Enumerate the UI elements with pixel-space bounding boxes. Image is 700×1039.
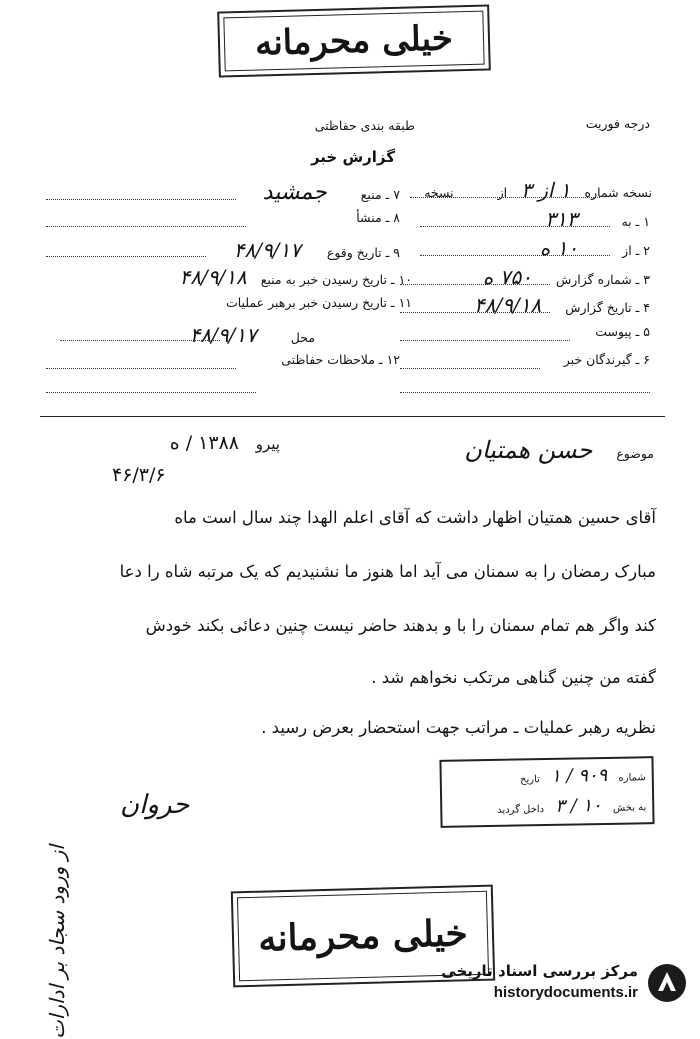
- registration-section-value: ۱۰ / ۳: [555, 795, 602, 817]
- to-field: [545, 207, 650, 231]
- registration-number-row: [520, 764, 646, 787]
- bottom-stamp-text: خیلی محرمانه: [257, 912, 469, 960]
- report-number-dots: [400, 284, 550, 285]
- section-divider: [40, 416, 665, 417]
- security-notes-label: ۱۲ ـ ملاحظات حفاظتی: [281, 352, 400, 367]
- received-ops-value: ۴۸/۹/۱۷: [189, 323, 257, 347]
- margin-note: از ورود سجاد بر ادارات: [44, 845, 69, 1039]
- from-label: ۲ ـ از: [622, 243, 650, 258]
- reference-label: پیرو: [255, 435, 280, 453]
- received-source-label: ۱۰ ـ تاریخ رسیدن خبر به منبع: [260, 272, 412, 287]
- security-notes-dots: [46, 368, 236, 369]
- top-stamp-text: خیلی محرمانه: [254, 18, 454, 64]
- received-ops-dots: [60, 340, 220, 341]
- copy-number-value: ۱ از ۳: [521, 178, 571, 202]
- attachment-dots: [400, 340, 570, 341]
- priority-label: درجه فوریت: [585, 116, 650, 131]
- recipients-dots: [400, 368, 540, 369]
- registration-number-value: ۹۰۹ / ۱: [550, 764, 608, 787]
- body-line-4: گفته من چنین گناهی مرتکب نخواهم شد .: [371, 668, 656, 687]
- received-source-value: ۴۸/۹/۱۸: [179, 265, 247, 289]
- report-number-label: ۳ ـ شماره گزارش: [555, 272, 650, 287]
- subject-label: موضوع: [616, 446, 654, 461]
- to-value: ۳۱۳: [545, 207, 578, 231]
- archive-logo-icon: [648, 964, 686, 1002]
- top-confidential-stamp: [217, 4, 491, 77]
- subject-field: [464, 436, 654, 464]
- report-number-field: [483, 265, 650, 289]
- event-date-label: ۹ ـ تاریخ وقوع: [326, 245, 400, 260]
- operations-note: نظریه رهبر عملیات ـ مراتب جهت استحضار بعرض رسید .: [261, 718, 656, 737]
- footer-watermark: [420, 958, 690, 1018]
- registration-stamp: [439, 756, 654, 828]
- recipients-label: ۶ ـ گیرندگان خبر: [563, 352, 650, 367]
- body-line-3: کند واگر هم تمام سمنان را با و بدهند حاضر نیست چنین دعائی بکند خودش: [145, 616, 656, 635]
- registration-delivered-label: داخل گردید: [497, 804, 545, 816]
- registration-section-label: به بخش: [612, 802, 647, 814]
- report-number-value: ۷۵۰ ه: [482, 265, 532, 289]
- received-ops-place-field: [190, 323, 315, 347]
- report-date-value: ۴۸/۹/۱۸: [474, 293, 542, 317]
- footer-org-name: مرکز بررسی اسناد تاریخی: [441, 962, 638, 980]
- to-dots: [420, 226, 610, 227]
- event-date-dots: [46, 256, 206, 257]
- security-notes-dots-2: [46, 392, 256, 393]
- from-field: [540, 236, 650, 260]
- copy-from-label: از: [497, 185, 508, 200]
- footer-url: historydocuments.ir: [493, 984, 638, 1001]
- report-date-field: [474, 293, 650, 317]
- registration-number-label: شماره: [618, 772, 646, 784]
- copy-label: نسخه: [424, 185, 454, 200]
- attachment-field: [595, 324, 650, 339]
- copy-dots: [410, 197, 600, 198]
- origin-label: ۸ ـ منشأ: [356, 210, 400, 225]
- subject-value: حسن همتیان: [464, 436, 593, 464]
- reference-value: ۱۳۸۸ / ه: [169, 432, 239, 454]
- source-value: جمشید: [262, 180, 327, 205]
- source-field: [263, 180, 400, 205]
- event-date-field: [234, 238, 400, 262]
- signature: حروان: [120, 790, 190, 820]
- event-date-value: ۴۸/۹/۱۷: [233, 238, 301, 262]
- copy-number-label: نسخه شماره: [584, 185, 652, 200]
- from-dots: [420, 255, 610, 256]
- classification-label: طبقه بندی حفاظتی: [314, 118, 415, 133]
- copy-number-field: [424, 178, 652, 202]
- report-date-dots: [400, 312, 550, 313]
- security-notes-field: [281, 352, 400, 367]
- source-dots: [46, 199, 236, 200]
- attachment-label: ۵ ـ پیوست: [595, 324, 650, 339]
- received-ops-field: [226, 295, 412, 310]
- report-title: گزارش خبر: [310, 148, 395, 166]
- received-ops-label: ۱۱ ـ تاریخ رسیدن خبر برهبر عملیات: [225, 295, 412, 310]
- registration-date-label: تاریخ: [519, 774, 541, 786]
- received-ops-place-label: محل: [290, 330, 315, 345]
- from-value: ۱۰ ه: [539, 236, 579, 260]
- received-source-field: [180, 265, 412, 289]
- reference-field: [170, 432, 280, 454]
- origin-dots: [46, 226, 246, 227]
- origin-field: [356, 210, 400, 225]
- body-line-2: مبارک رمضان را به سمنان می آید اما هنوز ما نشنیدیم که یک مرتبه شاه را دعا: [119, 562, 656, 581]
- report-date-label: ۴ ـ تاریخ گزارش: [565, 300, 650, 315]
- to-label: ۱ ـ به: [621, 214, 650, 229]
- recipients-dots-2: [400, 392, 650, 393]
- body-line-1: آقای حسین همتیان اظهار داشت که آقای اعلم الهدا چند سال است ماه: [174, 508, 656, 527]
- reference-date: ۴۶/۳/۶: [112, 464, 166, 486]
- recipients-field: [564, 352, 650, 367]
- source-label: ۷ ـ منبع: [360, 187, 400, 202]
- registration-section-row: [497, 794, 647, 818]
